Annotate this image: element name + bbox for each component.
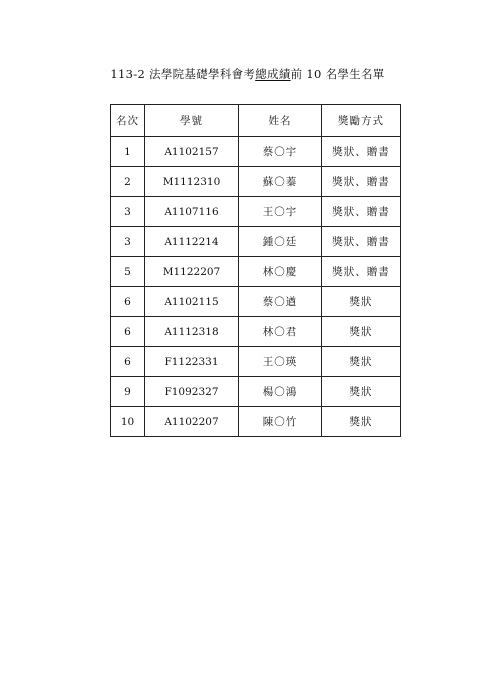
title-suffix: 前 10 名學生名單 — [290, 67, 385, 81]
table-body — [111, 137, 401, 437]
cell-student-id: F1122331 — [145, 347, 239, 377]
table-row — [111, 317, 401, 347]
cell-name: 王〇宇 — [239, 197, 322, 227]
cell-rank: 3 — [111, 197, 145, 227]
title-underlined: 總成績 — [255, 67, 291, 81]
cell-student-id: A1102115 — [145, 287, 239, 317]
cell-student-id: F1092327 — [145, 377, 239, 407]
table-row — [111, 407, 401, 437]
cell-award: 獎狀 — [322, 407, 401, 437]
cell-student-id: A1102207 — [145, 407, 239, 437]
table-row — [111, 197, 401, 227]
table-row — [111, 257, 401, 287]
table-row — [111, 137, 401, 167]
cell-rank: 6 — [111, 287, 145, 317]
cell-award: 獎狀 — [322, 347, 401, 377]
header-row — [111, 105, 401, 137]
cell-student-id: A1112318 — [145, 317, 239, 347]
cell-award: 獎狀 — [322, 317, 401, 347]
cell-name: 陳〇竹 — [239, 407, 322, 437]
table-header — [111, 105, 401, 137]
cell-student-id: M1122207 — [145, 257, 239, 287]
header-rank: 名次 — [111, 105, 145, 137]
table-row — [111, 167, 401, 197]
cell-rank: 3 — [111, 227, 145, 257]
table-row — [111, 377, 401, 407]
table-row — [111, 347, 401, 377]
table-row — [111, 227, 401, 257]
header-name: 姓名 — [239, 105, 322, 137]
cell-student-id: A1112214 — [145, 227, 239, 257]
cell-student-id: A1107116 — [145, 197, 239, 227]
table-row — [111, 287, 401, 317]
cell-rank: 6 — [111, 317, 145, 347]
cell-award: 獎狀、贈書 — [322, 197, 401, 227]
header-award: 獎勵方式 — [322, 105, 401, 137]
cell-name: 蔡〇遒 — [239, 287, 322, 317]
top-ten-table — [110, 104, 401, 437]
cell-rank: 5 — [111, 257, 145, 287]
cell-award: 獎狀、贈書 — [322, 227, 401, 257]
cell-rank: 9 — [111, 377, 145, 407]
cell-award: 獎狀、贈書 — [322, 167, 401, 197]
cell-name: 楊〇鴻 — [239, 377, 322, 407]
cell-award: 獎狀、贈書 — [322, 257, 401, 287]
cell-name: 鍾〇廷 — [239, 227, 322, 257]
cell-name: 王〇瑛 — [239, 347, 322, 377]
cell-award: 獎狀 — [322, 287, 401, 317]
cell-student-id: A1102157 — [145, 137, 239, 167]
cell-student-id: M1112310 — [145, 167, 239, 197]
cell-name: 林〇君 — [239, 317, 322, 347]
cell-name: 蔡〇宇 — [239, 137, 322, 167]
cell-name: 林〇慶 — [239, 257, 322, 287]
cell-rank: 6 — [111, 347, 145, 377]
cell-rank: 1 — [111, 137, 145, 167]
cell-rank: 10 — [111, 407, 145, 437]
cell-award: 獎狀、贈書 — [322, 137, 401, 167]
header-student-id: 學號 — [145, 105, 239, 137]
document-title — [0, 66, 495, 82]
cell-rank: 2 — [111, 167, 145, 197]
cell-name: 蘇〇蓁 — [239, 167, 322, 197]
cell-award: 獎狀 — [322, 377, 401, 407]
title-prefix: 113-2 法學院基礎學科會考 — [110, 67, 256, 81]
